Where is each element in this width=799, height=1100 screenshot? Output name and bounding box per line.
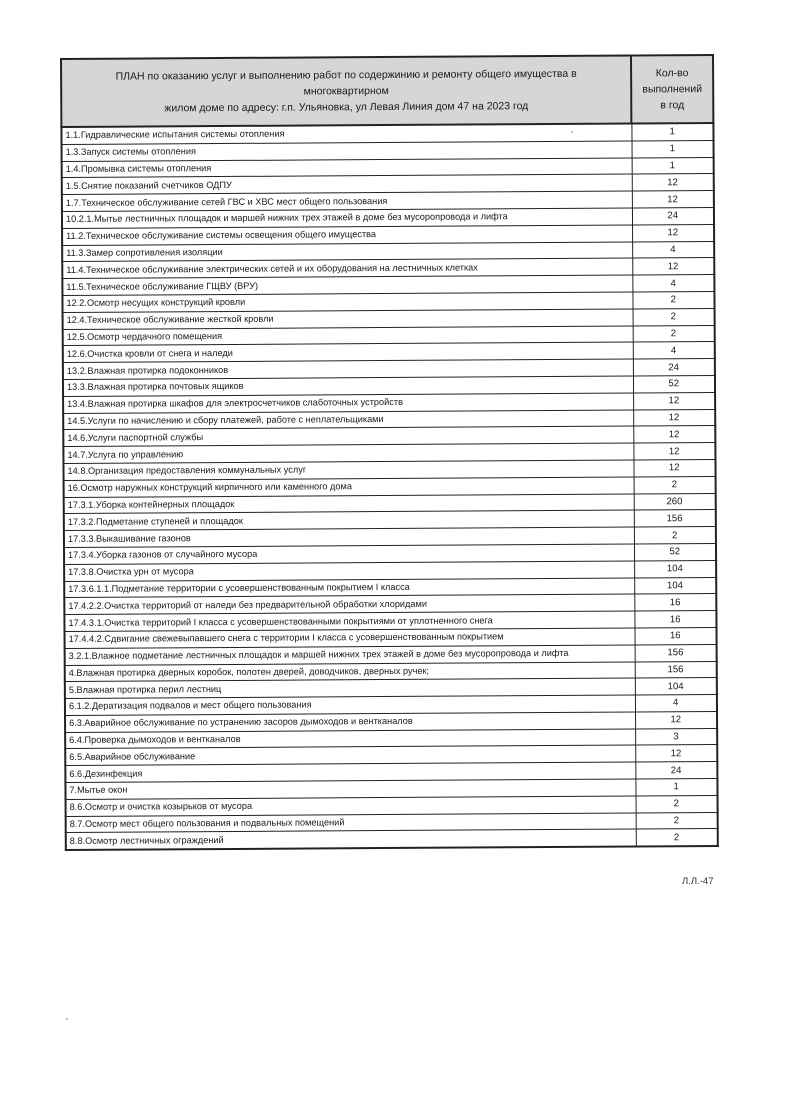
service-qty-cell: 4 — [632, 275, 714, 292]
service-name-cell: 11.5.Техническое обслуживание ГЩВУ (ВРУ) — [62, 275, 632, 295]
service-qty-cell: 16 — [634, 627, 716, 644]
service-qty-cell: 4 — [633, 342, 715, 359]
scan-speck — [571, 131, 573, 133]
service-name-cell: 4.Влажная протирка дверных коробок, полотен дверей, доводчиков, дверных ручек; — [65, 662, 635, 682]
service-qty-cell: 4 — [635, 695, 717, 712]
service-qty-cell: 104 — [634, 560, 716, 577]
service-name-cell: 5.Влажная протирка перил лестниц — [65, 678, 635, 698]
service-qty-cell: 1 — [631, 123, 713, 141]
plan-title-line2: жилом доме по адресу: г.п. Ульяновка, ул Левая Линия дом 47 на 2023 год — [164, 100, 529, 115]
service-qty-cell: 3 — [635, 728, 717, 745]
service-name-cell: 1.7.Техническое обслуживание сетей ГВС и ХВС мест общего пользования — [62, 191, 632, 211]
service-name-cell: 8.7.Осмотр мест общего пользования и подвальных помещений — [66, 813, 636, 833]
service-qty-cell: 12 — [632, 224, 714, 241]
plan-title — [61, 56, 631, 127]
service-name-cell: 14.7.Услуга по управлению — [63, 443, 633, 463]
service-name-cell: 12.5.Осмотр чердачного помещения — [63, 326, 633, 346]
service-name-cell: 17.3.2.Подметание ступеней и площадок — [64, 510, 634, 530]
service-name-cell: 13.2.Влажная протирка подоконников — [63, 359, 633, 379]
service-qty-cell: 1 — [632, 140, 714, 157]
qty-column-header — [631, 55, 713, 123]
service-qty-cell: 12 — [635, 711, 717, 728]
service-name-cell: 17.4.2.2.Очистка территорий от наледи без предварительной обработки хлоридами — [64, 594, 634, 614]
service-qty-cell: 12 — [632, 174, 714, 191]
service-qty-cell: 1 — [632, 157, 714, 174]
service-name-cell: 13.4.Влажная протирка шкафов для электросчетчиков слаботочных устройств — [63, 393, 633, 413]
service-qty-cell: 2 — [636, 829, 718, 847]
service-name-cell: 16.Осмотр наружных конструкций кирпичного или каменного дома — [64, 477, 634, 497]
service-qty-cell: 24 — [633, 359, 715, 376]
service-qty-cell: 2 — [634, 476, 716, 493]
service-qty-cell: 24 — [632, 207, 714, 224]
scan-speck — [66, 1018, 68, 1020]
service-name-cell: 1.1.Гидравлические испытания системы отопления — [61, 124, 631, 145]
service-qty-cell: 104 — [634, 577, 716, 594]
service-qty-cell: 2 — [633, 308, 715, 325]
service-qty-cell: 2 — [632, 291, 714, 308]
service-name-cell: 11.3.Замер сопротивления изоляции — [62, 242, 632, 262]
plan-table — [60, 54, 719, 851]
service-qty-cell: 2 — [634, 527, 716, 544]
service-qty-cell: 16 — [634, 611, 716, 628]
service-name-cell: 11.2.Техническое обслуживание системы освещения общего имущества — [62, 225, 632, 245]
service-name-cell: 17.3.8.Очистка урн от мусора — [64, 561, 634, 581]
plan-title-line1: ПЛАН по оказанию услуг и выполнению работ по содержинию и ремонту общего имущества в многоквартирном — [115, 67, 577, 98]
service-qty-cell: 12 — [633, 459, 715, 476]
service-name-cell: 13.3.Влажная протирка почтовых ящиков — [63, 376, 633, 396]
service-name-cell: 17.4.4.2.Сдвигание свежевыпавшего снега с территории I класса с усовершенствованным покрытием — [65, 628, 635, 648]
sheet-label: Л.Л.-47 — [682, 876, 714, 887]
service-name-cell: 6.4.Проверка дымоходов и вентканалов — [65, 729, 635, 749]
service-qty-cell: 260 — [634, 493, 716, 510]
service-name-cell: 10.2.1.Мытье лестничных площадок и маршей нижних трех этажей в доме без мусоропровода и лифта — [62, 208, 632, 228]
service-qty-cell: 156 — [635, 661, 717, 678]
service-name-cell: 11.4.Техническое обслуживание электрических сетей и их оборудования на лестничных клетках — [62, 258, 632, 278]
service-qty-cell: 12 — [632, 258, 714, 275]
service-qty-cell: 156 — [634, 510, 716, 527]
service-qty-cell: 2 — [633, 325, 715, 342]
service-qty-cell: 2 — [636, 795, 718, 812]
service-name-cell: 17.4.3.1.Очистка территорий I класса с усовершенствованными покрытиями от уплотненного снега — [64, 611, 634, 631]
table-row — [66, 829, 718, 850]
service-qty-cell: 1 — [635, 779, 717, 796]
service-name-cell: 6.6.Дезинфекция — [65, 762, 635, 782]
service-name-cell: 3.2.1.Влажное подметание лестничных площадок и маршей нижних трех этажей в доме без мусоропровода и лифта — [65, 645, 635, 665]
qty-header-line2: выполнений — [642, 83, 703, 96]
service-qty-cell: 24 — [635, 762, 717, 779]
service-name-cell: 14.5.Услуги по начислению и сбору платежей, работе с неплательщиками — [63, 410, 633, 430]
service-name-cell: 12.4.Техническое обслуживание жесткой кровли — [63, 309, 633, 329]
table-header-row — [61, 55, 713, 127]
service-qty-cell: 52 — [633, 375, 715, 392]
plan-document — [60, 54, 717, 851]
service-qty-cell: 12 — [633, 426, 715, 443]
service-qty-cell: 2 — [636, 812, 718, 829]
qty-header-line3: в год — [660, 99, 685, 112]
service-qty-cell: 104 — [635, 678, 717, 695]
service-qty-cell: 52 — [634, 543, 716, 560]
service-name-cell: 17.3.1.Уборка контейнерных площадок — [64, 494, 634, 514]
service-name-cell: 1.3.Запуск системы отопления — [62, 141, 632, 161]
service-name-cell: 6.5.Аварийное обслуживание — [65, 745, 635, 765]
service-name-cell: 17.3.3.Выкашивание газонов — [64, 527, 634, 547]
service-qty-cell: 156 — [635, 644, 717, 661]
service-name-cell: 8.6.Осмотр и очистка козырьков от мусора — [66, 796, 636, 816]
service-name-cell: 12.6.Очистка кровли от снега и наледи — [63, 342, 633, 362]
service-name-cell: 14.6.Услуги паспортной службы — [63, 426, 633, 446]
service-name-cell: 6.1.2.Дератизация подвалов и мест общего пользования — [65, 695, 635, 715]
qty-header-line1: Кол-во — [655, 67, 689, 80]
service-name-cell: 14.8.Организация предоставления коммунальных услуг — [63, 460, 633, 480]
service-name-cell: 12.2.Осмотр несущих конструкций кровли — [62, 292, 632, 312]
service-qty-cell: 16 — [634, 594, 716, 611]
service-qty-cell: 12 — [633, 392, 715, 409]
service-name-cell: 6.3.Аварийное обслуживание по устранению засоров дымоходов и вентканалов — [65, 712, 635, 732]
service-name-cell: 1.4.Промывка системы отопления — [62, 158, 632, 178]
service-qty-cell: 12 — [632, 191, 714, 208]
service-name-cell: 17.3.4.Уборка газонов от случайного мусора — [64, 544, 634, 564]
service-name-cell: 7.Мытье окон — [65, 779, 635, 799]
service-name-cell: 1.5.Снятие показаний счетчиков ОДПУ — [62, 174, 632, 194]
service-name-cell: 8.8.Осмотр лестничных ограждений — [66, 829, 636, 850]
service-qty-cell: 12 — [633, 409, 715, 426]
service-name-cell: 17.3.6.1.1.Подметание территории с усовершенствованным покрытием I класса — [64, 578, 634, 598]
service-qty-cell: 4 — [632, 241, 714, 258]
service-qty-cell: 12 — [635, 745, 717, 762]
service-qty-cell: 12 — [633, 443, 715, 460]
